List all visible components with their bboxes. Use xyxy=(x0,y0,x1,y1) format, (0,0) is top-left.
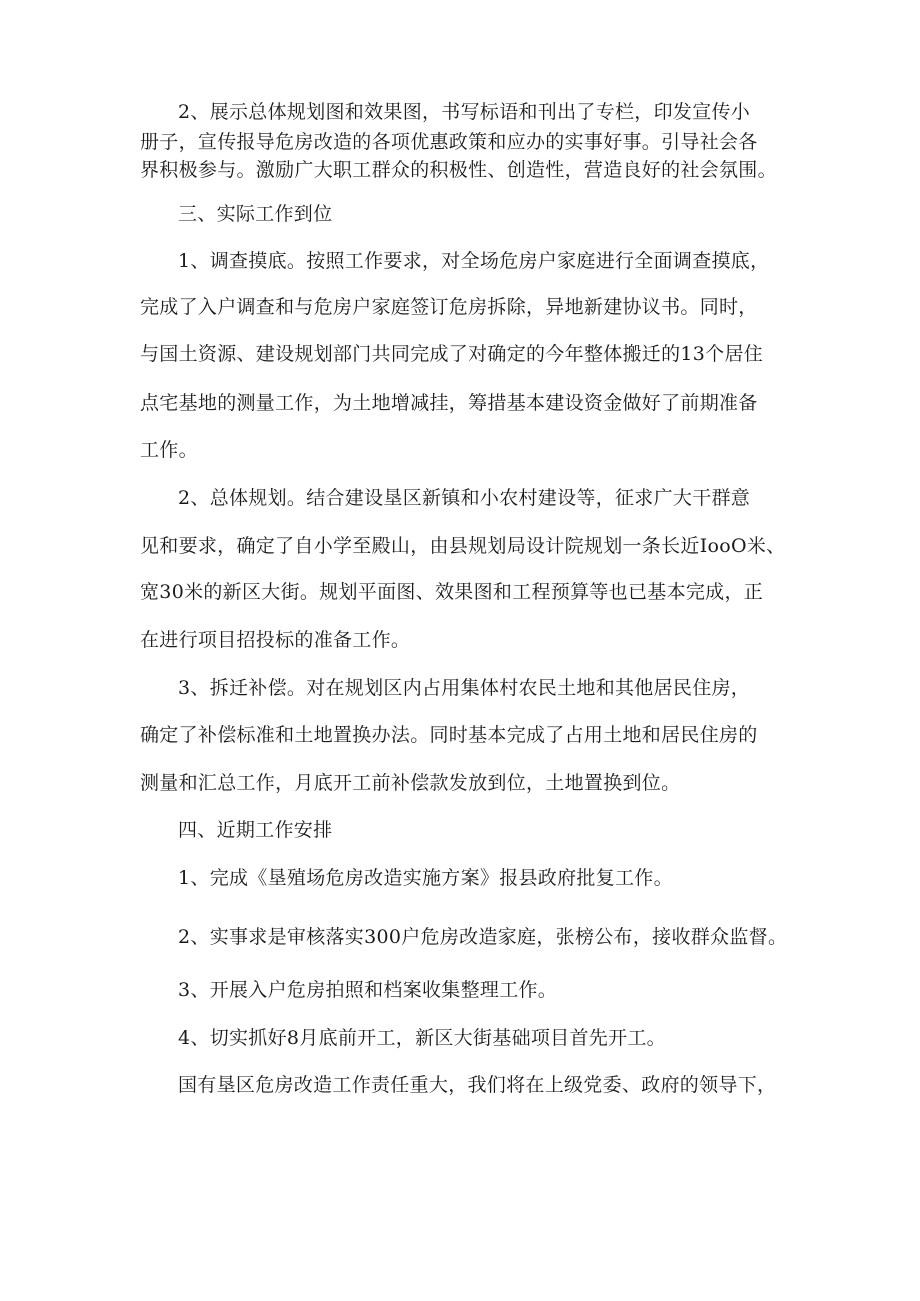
text-line-6: 完成了入户调查和与危房户家庭签订危房拆除，异地新建协议书。同时， xyxy=(140,296,758,318)
text-line-11: 见和要求，确定了自小学至殿山，由县规划局设计院规划一条长近IooO米、 xyxy=(140,535,786,557)
text-line-3: 界积极参与。激励广大职工群众的积极性、创造性，营造良好的社会氛围。 xyxy=(140,159,777,181)
section-heading-4: 四、近期工作安排 xyxy=(178,819,333,841)
text-line-13: 在进行项目招投标的准备工作。 xyxy=(140,629,411,651)
text-line-7: 与国土资源、建设规划部门共同完成了对确定的今年整体搬迁的13个居住 xyxy=(140,343,764,365)
text-line-16: 测量和汇总工作，月底开工前补偿款发放到位，土地置换到位。 xyxy=(140,772,681,794)
text-line-1: 2、展示总体规划图和效果图，书写标语和刊出了专栏，印发宣传小 xyxy=(178,101,751,123)
text-line-12: 宽30米的新区大街。规划平面图、效果图和工程预算等也已基本完成，正 xyxy=(140,581,764,603)
text-line-9: 工作。 xyxy=(140,439,198,461)
text-line-22: 国有垦区危房改造工作责任重大，我们将在上级党委、政府的领导下， xyxy=(178,1074,777,1096)
text-line-21: 4、切实抓好8月底前开工，新区大街基础项目首先开工。 xyxy=(178,1027,666,1049)
text-line-15: 确定了补偿标准和土地置换办法。同时基本完成了占用土地和居民住房的 xyxy=(140,724,758,746)
text-line-5: 1、调查摸底。按照工作要求，对全场危房户家庭进行全面调查摸底， xyxy=(178,250,770,272)
text-line-2: 册子，宣传报导危房改造的各项优惠政策和应办的实事好事。引导社会各 xyxy=(140,131,758,153)
text-line-19: 2、实事求是审核落实300户危房改造家庭，张榜公布，接收群众监督。 xyxy=(178,926,788,948)
text-line-14: 3、拆迁补偿。对在规划区内占用集体村农民土地和其他居民住房， xyxy=(178,677,751,699)
text-line-10: 2、总体规划。结合建设垦区新镇和小农村建设等，征求广大干群意 xyxy=(178,487,751,509)
text-line-20: 3、开展入户危房拍照和档案收集整理工作。 xyxy=(178,979,558,1001)
text-line-18: 1、完成《垦殖场危房改造实施方案》报县政府批复工作。 xyxy=(178,867,673,889)
text-line-8: 点宅基地的测量工作，为土地增减挂，筹措基本建设资金做好了前期准备 xyxy=(140,392,758,414)
section-heading-3: 三、实际工作到位 xyxy=(178,203,333,225)
